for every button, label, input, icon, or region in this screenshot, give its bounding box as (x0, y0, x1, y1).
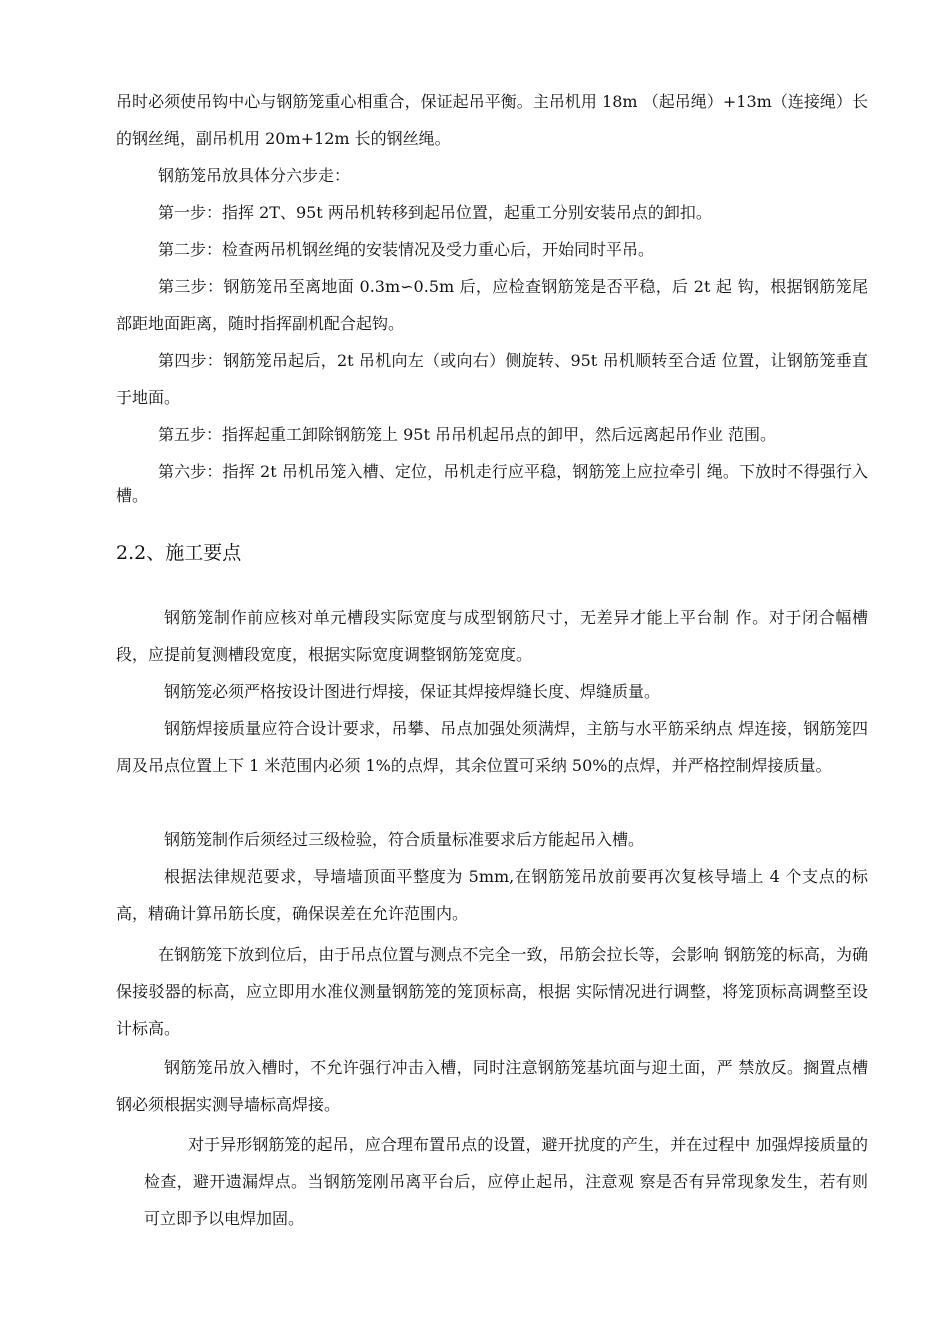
point-text: 对于异形钢筋笼的起吊，应合理布置吊点的设置，避开扰度的产生，并在过程中 加强焊接质量的检查，避开遗漏焊点。当钢筋笼刚吊离平台后，应停止起吊，注意观 察是否有异常现象发生，若有则可立即予以电焊加固。 (144, 1135, 868, 1228)
point-guide-wall (116, 858, 868, 932)
point-welding-design (116, 673, 868, 710)
step-one (116, 194, 868, 231)
step-six (116, 460, 868, 508)
point-text: 钢筋笼制作前应核对单元槽段实际宽度与成型钢筋尺寸，无差异才能上平台制 作。对于闭合幅槽段，应提前复测槽段宽度，根据实际宽度调整钢筋笼宽度。 (116, 608, 868, 664)
paragraph-lifting-balance (116, 83, 868, 157)
point-elevation (116, 936, 868, 1047)
step-four (116, 342, 868, 416)
point-welding-quality (116, 710, 868, 784)
step-text: 第三步：钢筋笼吊至离地面 0.3m∽0.5m 后，应检查钢筋笼是否平稳，后 2t 起 钩，根据钢筋笼尾部距地面距离，随时指挥副机配合起钩。 (116, 277, 868, 333)
point-text: 钢筋笼必须严格按设计图进行焊接，保证其焊接焊缝长度、焊缝质量。 (164, 682, 661, 701)
point-inspection (116, 821, 868, 858)
point-text: 根据法律规范要求，导墙墙顶面平整度为 5mm,在钢筋笼吊放前要再次复核导墙上 4 个支点的标高，精确计算吊筋长度，确保误差在允许范围内。 (116, 867, 868, 923)
step-five (116, 416, 868, 453)
point-text: 在钢筋笼下放到位后，由于吊点位置与测点不完全一致，吊筋会拉长等，会影响 钢筋笼的标高，为确保接驳器的标高，应立即用水准仪测量钢筋笼的笼顶标高，根据 实际情况进行调整，将笼顶标高调整至设计标高。 (116, 945, 868, 1038)
point-text: 钢筋笼制作后须经过三级检验，符合质量标准要求后方能起吊入槽。 (164, 830, 645, 849)
paragraph-six-steps-intro (116, 157, 868, 194)
step-text: 第二步：检查两吊机钢丝绳的安装情况及受力重心后，开始同时平吊。 (158, 240, 655, 259)
step-three (116, 268, 868, 342)
step-two (116, 231, 868, 268)
section-heading: 2.2、施工要点 (116, 542, 242, 564)
step-text: 第一步：指挥 2T、95t 两吊机转移到起吊位置，起重工分别安装吊点的卸扣。 (158, 203, 712, 222)
point-no-impact (116, 1049, 868, 1123)
step-text: 第四步：钢筋笼吊起后，2t 吊机向左（或向右）侧旋转、95t 吊机顺转至合适 位置，让钢筋笼垂直于地面。 (116, 351, 868, 407)
point-irregular-cage (144, 1126, 868, 1237)
paragraph-text: 钢筋笼吊放具体分六步走： (158, 166, 351, 185)
point-width-check (116, 599, 868, 673)
point-text: 钢筋笼吊放入槽时，不允许强行冲击入槽，同时注意钢筋笼基坑面与迎土面，严 禁放反。搁置点槽钢必须根据实测导墙标高焊接。 (116, 1058, 868, 1114)
step-text: 第五步：指挥起重工卸除钢筋笼上 95t 吊吊机起吊点的卸甲，然后远离起吊作业 范围。 (158, 425, 777, 444)
paragraph-text: 吊时必须使吊钩中心与钢筋笼重心相重合，保证起吊平衡。主吊机用 18m （起吊绳）+13m（连接绳）长的钢丝绳，副吊机用 20m+12m 长的钢丝绳。 (116, 92, 868, 148)
point-text: 钢筋焊接质量应符合设计要求，吊攀、吊点加强处须满焊，主筋与水平筋采纳点 焊连接，钢筋笼四周及吊点位置上下 1 米范围内必须 1%的点焊，其余位置可采纳 50%的点焊，并严格控制焊接质量。 (116, 719, 868, 775)
step-text: 第六步：指挥 2t 吊机吊笼入槽、定位，吊机走行应平稳，钢筋笼上应拉牵引 绳。下放时不得强行入槽。 (116, 462, 868, 505)
